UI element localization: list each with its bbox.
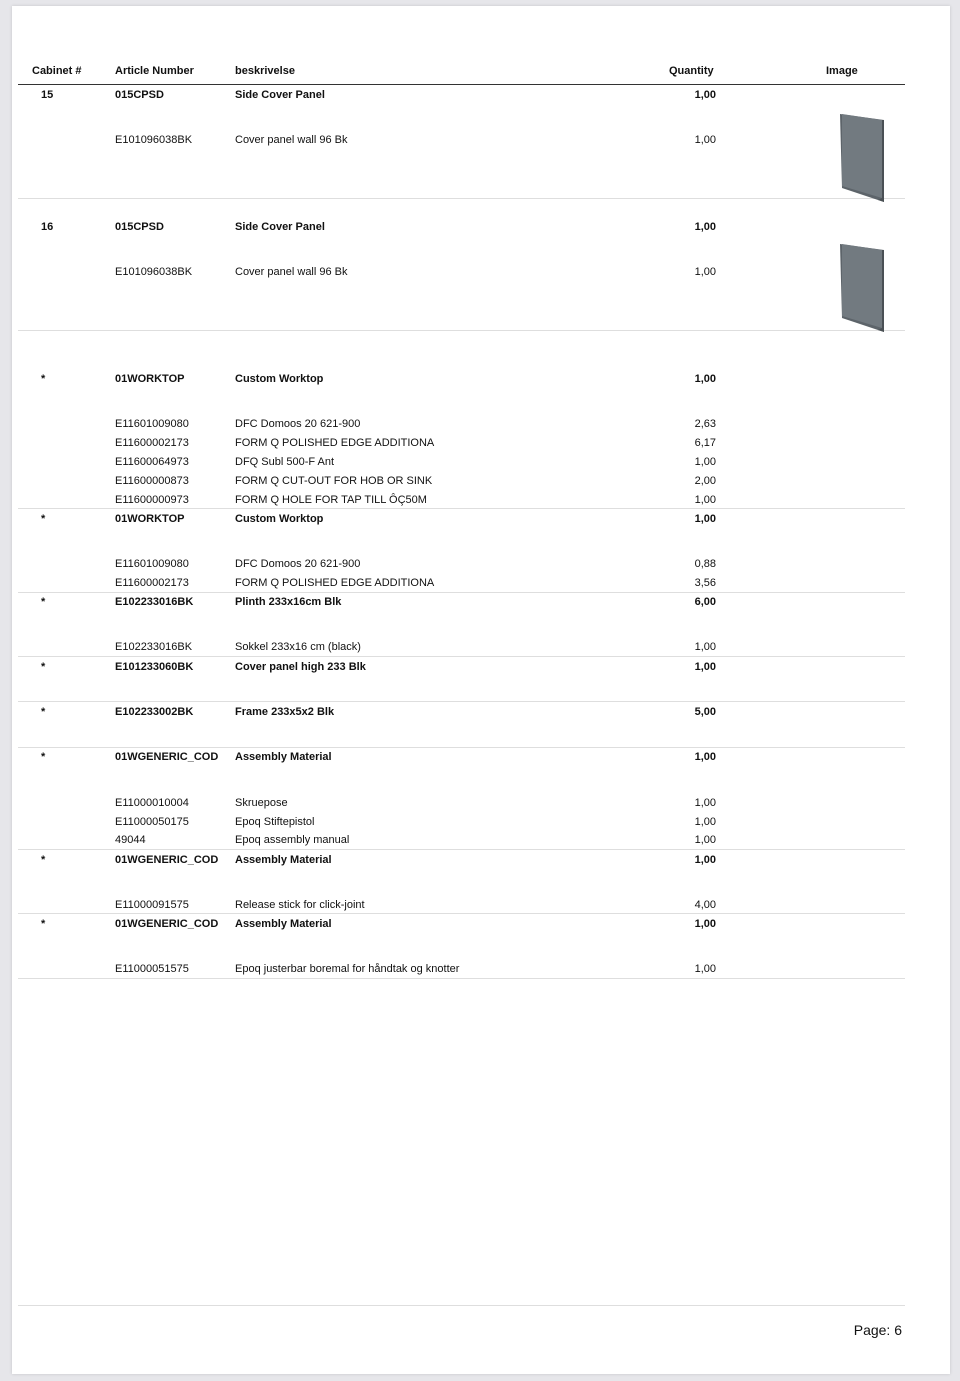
row-quantity: 1,00	[694, 134, 716, 146]
row-quantity: 1,00	[694, 918, 716, 930]
row-cabinet: *	[41, 751, 46, 763]
row-article-number: E11601009080	[115, 418, 189, 430]
row-divider	[18, 849, 905, 850]
row-description: Side Cover Panel	[235, 89, 325, 101]
row-quantity: 1,00	[694, 456, 716, 468]
column-header-description: beskrivelse	[235, 65, 295, 77]
column-header-image: Image	[826, 65, 858, 77]
column-header-article-number: Article Number	[115, 65, 194, 77]
row-article-number: E102233002BK	[115, 706, 194, 718]
row-quantity: 1,00	[694, 89, 716, 101]
row-description: FORM Q CUT-OUT FOR HOB OR SINK	[235, 475, 433, 487]
row-description: Custom Worktop	[235, 513, 324, 525]
row-cabinet: *	[41, 854, 46, 866]
side-cover-panel-image	[838, 242, 886, 334]
column-header-cabinet: Cabinet #	[32, 65, 82, 77]
row-description: Skruepose	[235, 797, 288, 809]
row-article-number: E102233016BK	[115, 596, 194, 608]
row-quantity: 6,17	[694, 437, 716, 449]
row-cabinet: *	[41, 661, 46, 673]
row-description: Cover panel wall 96 Bk	[235, 266, 348, 278]
row-quantity: 1,00	[694, 661, 716, 673]
row-article-number: 015CPSD	[115, 89, 164, 101]
row-description: FORM Q POLISHED EDGE ADDITIONA	[235, 577, 435, 589]
row-article-number: E102233016BK	[115, 641, 193, 653]
row-article-number: E11000010004	[115, 797, 189, 809]
row-divider	[18, 656, 905, 657]
row-article-number: E11000051575	[115, 963, 189, 975]
row-description: DFC Domoos 20 621-900	[235, 558, 361, 570]
row-description: Plinth 233x16cm Blk	[235, 596, 342, 608]
row-article-number: E101233060BK	[115, 661, 194, 673]
row-description: Assembly Material	[235, 918, 332, 930]
row-quantity: 1,00	[694, 494, 716, 506]
footer-divider	[18, 1305, 905, 1306]
row-divider	[18, 198, 905, 199]
row-article-number: 015CPSD	[115, 221, 164, 233]
row-article-number: 01WGENERIC_COD	[115, 854, 219, 866]
row-description: Assembly Material	[235, 751, 332, 763]
row-cabinet: 15	[41, 89, 54, 101]
row-quantity: 6,00	[694, 596, 716, 608]
row-article-number: E101096038BK	[115, 134, 193, 146]
row-divider	[18, 913, 905, 914]
row-quantity: 1,00	[694, 963, 716, 975]
row-article-number: 49044	[115, 834, 146, 846]
row-description: DFC Domoos 20 621-900	[235, 418, 361, 430]
row-quantity: 1,00	[694, 641, 716, 653]
row-quantity: 2,00	[694, 475, 716, 487]
row-description: Cover panel high 233 Blk	[235, 661, 366, 673]
row-divider	[18, 701, 905, 702]
row-description: FORM Q HOLE FOR TAP TILL ÔÇ50M	[235, 494, 427, 506]
row-cabinet: *	[41, 513, 46, 525]
header-divider	[18, 84, 905, 85]
row-divider	[18, 592, 905, 593]
row-divider	[18, 747, 905, 748]
row-article-number: E11000050175	[115, 816, 189, 828]
row-article-number: E101096038BK	[115, 266, 193, 278]
row-cabinet: *	[41, 706, 46, 718]
column-header-quantity: Quantity	[669, 65, 714, 77]
row-divider	[18, 508, 905, 509]
row-quantity: 1,00	[694, 797, 716, 809]
row-cabinet: *	[41, 596, 46, 608]
row-description: Frame 233x5x2 Blk	[235, 706, 335, 718]
row-cabinet: *	[41, 373, 46, 385]
row-quantity: 0,88	[694, 558, 716, 570]
row-cabinet: 16	[41, 221, 54, 233]
row-article-number: E11600000973	[115, 494, 189, 506]
row-article-number: 01WORKTOP	[115, 513, 185, 525]
row-description: Epoq justerbar boremal for håndtak og knotter	[235, 963, 460, 975]
row-quantity: 1,00	[694, 221, 716, 233]
row-quantity: 1,00	[694, 854, 716, 866]
row-quantity: 5,00	[694, 706, 716, 718]
row-quantity: 4,00	[694, 899, 716, 911]
row-quantity: 1,00	[694, 834, 716, 846]
row-description: Epoq assembly manual	[235, 834, 350, 846]
row-article-number: E11600002173	[115, 577, 189, 589]
row-description: Side Cover Panel	[235, 221, 325, 233]
page-number: Page: 6	[853, 1322, 902, 1338]
row-quantity: 1,00	[694, 266, 716, 278]
row-quantity: 3,56	[694, 577, 716, 589]
row-article-number: 01WGENERIC_COD	[115, 918, 219, 930]
row-divider	[18, 330, 905, 331]
row-article-number: 01WGENERIC_COD	[115, 751, 219, 763]
row-description: DFQ Subl 500-F Ant	[235, 456, 335, 468]
row-divider	[18, 978, 905, 979]
row-cabinet: *	[41, 918, 46, 930]
row-quantity: 1,00	[694, 513, 716, 525]
row-description: Sokkel 233x16 cm (black)	[235, 641, 361, 653]
row-description: FORM Q POLISHED EDGE ADDITIONA	[235, 437, 435, 449]
row-description: Assembly Material	[235, 854, 332, 866]
row-article-number: E11600000873	[115, 475, 189, 487]
row-description: Release stick for click-joint	[235, 899, 365, 911]
row-quantity: 2,63	[694, 418, 716, 430]
row-article-number: 01WORKTOP	[115, 373, 185, 385]
row-description: Custom Worktop	[235, 373, 324, 385]
document-page	[12, 6, 950, 1374]
row-quantity: 1,00	[694, 816, 716, 828]
row-quantity: 1,00	[694, 373, 716, 385]
row-description: Cover panel wall 96 Bk	[235, 134, 348, 146]
row-description: Epoq Stiftepistol	[235, 816, 315, 828]
row-article-number: E11601009080	[115, 558, 189, 570]
row-article-number: E11600002173	[115, 437, 189, 449]
row-article-number: E11000091575	[115, 899, 189, 911]
side-cover-panel-image	[838, 112, 886, 204]
row-quantity: 1,00	[694, 751, 716, 763]
row-article-number: E11600064973	[115, 456, 189, 468]
